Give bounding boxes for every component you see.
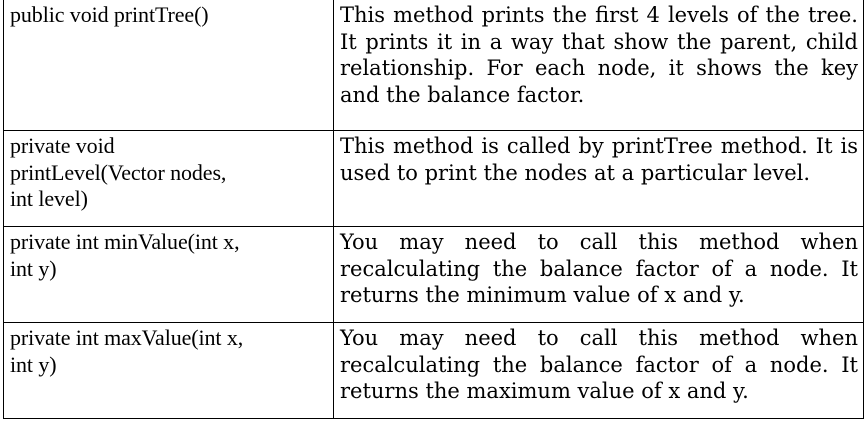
method-signature: int y) — [10, 255, 57, 281]
method-signature-cell — [4, 323, 334, 419]
method-signature-cell — [4, 131, 334, 227]
method-signature-cell — [4, 227, 334, 323]
method-signature: int level) — [10, 186, 88, 211]
method-signature-cell — [4, 0, 334, 131]
method-signature: int y) — [10, 351, 57, 377]
method-description: This method prints the first 4 levels of the tree. It prints it in a way that show the parent, child relationship. For each node, it shows the key and the balance factor. — [334, 0, 864, 131]
method-description: You may need to call this method when recalculating the balance factor of a node. It returns the maximum value of x and y. — [334, 323, 864, 419]
method-signature: public void printTree() — [10, 2, 209, 27]
method-signature: private void — [10, 133, 115, 158]
method-table — [3, 0, 864, 419]
method-description: You may need to call this method when recalculating the balance factor of a node. It returns the minimum value of x and y. — [334, 227, 864, 323]
table-row — [4, 323, 864, 419]
table-row — [4, 227, 864, 323]
method-signature: private int maxValue(int x, — [10, 325, 244, 350]
method-signature: printLevel(Vector nodes, — [10, 159, 227, 185]
method-signature: private int minValue(int x, — [10, 229, 240, 254]
method-description: This method is called by printTree method. It is used to print the nodes at a particular level. — [334, 131, 864, 227]
table-row — [4, 131, 864, 227]
table-row — [4, 0, 864, 131]
